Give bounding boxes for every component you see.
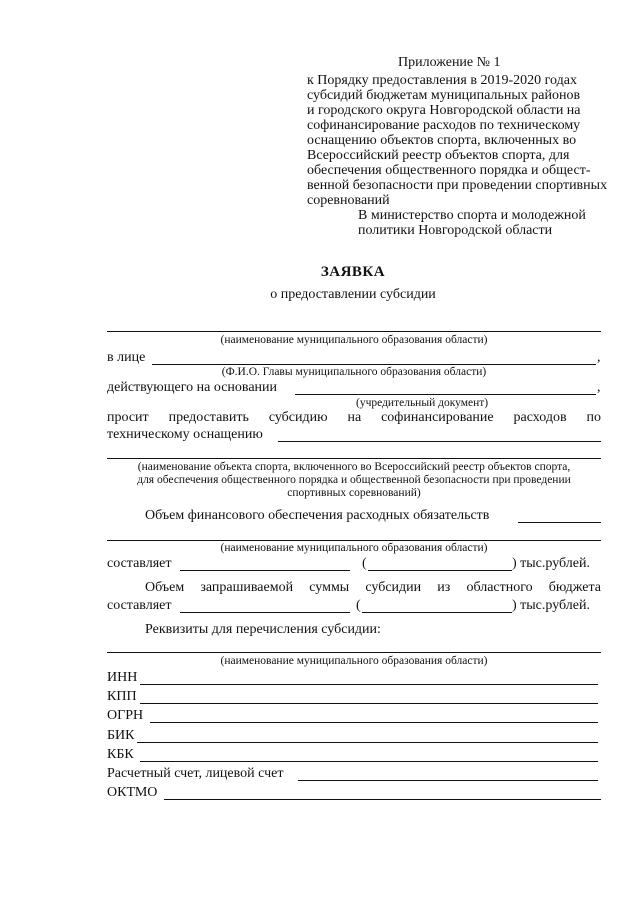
requested-word: запрашиваемой [200,580,294,595]
kpp-label: КПП [107,689,137,704]
head-name-hint: (Ф.И.О. Главы муниципального образования области) [221,366,487,378]
sport-object-hint-line: для обеспечения общественного порядка и общественной безопасности при проведении [137,474,571,486]
request-word: на [347,410,362,425]
requested-word: суммы [309,580,350,595]
ogrn-label: ОГРН [107,708,144,723]
thousand-rubles-label: ) тыс.рублей. [512,556,590,571]
in-person-label: в лице [107,350,146,365]
head-name-fill-line[interactable] [152,364,596,365]
order-reference-line: субсидий бюджетам муниципальных районов [307,88,581,103]
kpp-fill-line[interactable] [140,703,598,704]
details-label: Реквизиты для перечисления субсидии: [145,622,381,637]
request-word: субсидию [268,410,328,425]
municipality-fill-line[interactable] [107,331,601,332]
account-fill-line[interactable] [298,780,598,781]
order-reference-line: соревнований [307,193,390,208]
order-reference-line: оснащению объектов спорта, включенных во [307,133,577,148]
technical-equipment-label: техническому оснащению [107,427,263,442]
addressee-line: политики Новгородской области [358,223,553,238]
acting-basis-label: действующего на основании [107,380,278,395]
document-title: ЗАЯВКА [320,264,386,280]
document-subtitle: о предоставлении субсидии [270,287,436,302]
amounts-to-label: составляет [107,556,172,571]
kbk-label: КБК [107,747,134,762]
comma: , [597,350,601,365]
order-reference-line: венной безопасности при проведении спортивных [307,178,608,193]
requested-word: субсидии [365,580,422,595]
inn-label: ИНН [107,670,138,685]
order-reference-line: к Порядку предоставления в 2019-2020 годах [307,73,577,88]
order-reference-line: Всероссийский реестр объектов спорта, для [307,148,570,163]
order-reference-line: обеспечения общественного порядка и общест- [307,163,591,178]
account-label: Расчетный счет, лицевой счет [107,766,284,781]
order-reference-line: и городского округа Новгородской области на [307,103,581,118]
bik-fill-line[interactable] [137,742,598,743]
sport-object-hint-line: (наименование объекта спорта, включенного во Всероссийский реестр объектов спорта, [137,461,571,473]
requested-amount-fill-line[interactable] [180,612,350,613]
paren-open: ( [362,556,367,571]
sport-object-hint-line: спортивных соревнований) [287,487,421,499]
request-word: просит [107,410,149,425]
request-word: предоставить [168,410,249,425]
request-word: по [586,410,601,425]
founding-doc-fill-line[interactable] [295,394,596,395]
requested-word: Объем [145,580,185,595]
bik-label: БИК [107,728,135,743]
oktmo-label: ОКТМО [107,785,158,800]
request-text [107,410,601,425]
details-municipality-hint: (наименование муниципального образования области) [220,655,488,667]
comma: , [597,380,601,395]
municipality-hint: (наименование муниципального образования области) [220,334,488,346]
requested-word: бюджета [548,580,601,595]
appendix-number: Приложение № 1 [398,55,501,70]
ogrn-fill-line[interactable] [150,722,598,723]
thousand-rubles-label: ) тыс.рублей. [512,598,590,613]
requested-word: из [437,580,451,595]
financing-amount-fill-line[interactable] [180,570,350,571]
requested-amount-words-fill-line[interactable] [362,612,512,613]
sport-object-fill-line-1[interactable] [278,441,601,442]
inn-fill-line[interactable] [140,684,598,685]
founding-doc-hint: (учредительный документ) [356,397,489,409]
kbk-fill-line[interactable] [140,761,598,762]
requested-amount-text [145,580,601,595]
financing-municipality-fill-line[interactable] [107,540,601,541]
oktmo-fill-line[interactable] [164,799,601,800]
paren-open: ( [356,598,361,613]
requested-word: областного [466,580,533,595]
addressee-line: В министерство спорта и молодежной [358,208,586,223]
financing-amount-words-fill-line[interactable] [368,570,512,571]
sport-object-fill-line-2[interactable] [107,458,601,459]
request-word: софинансирование [381,410,494,425]
order-reference-line: софинансирование расходов по техническому [307,118,581,133]
details-municipality-fill-line[interactable] [107,652,601,653]
request-word: расходов [513,410,567,425]
financing-volume-fill-line[interactable] [518,522,601,523]
amounts-to-label: составляет [107,598,172,613]
financing-volume-label: Объем финансового обеспечения расходных обязательств [145,508,490,523]
financing-municipality-hint: (наименование муниципального образования области) [220,542,488,554]
